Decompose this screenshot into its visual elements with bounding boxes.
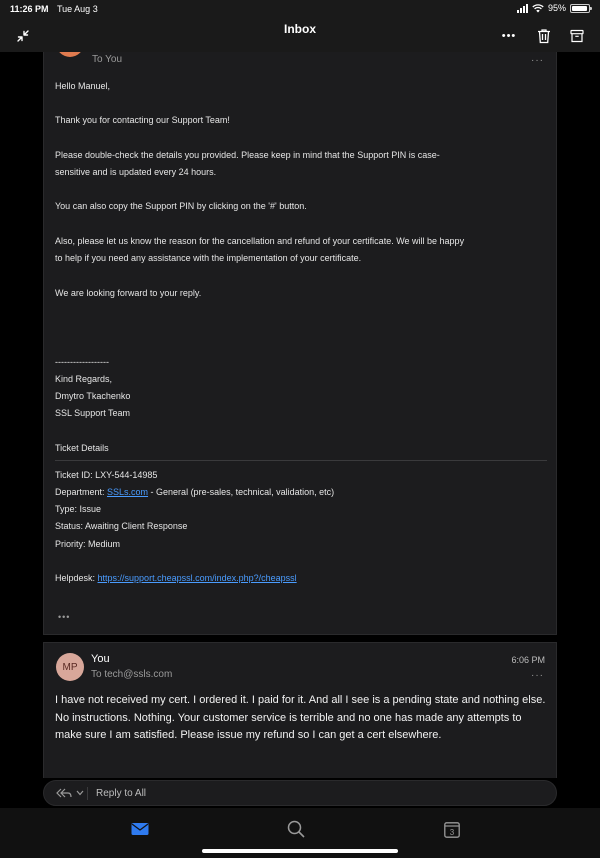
cellular-signal-icon	[517, 4, 528, 13]
ticket-helpdesk	[55, 570, 550, 587]
body-paragraph: Please double-check the details you provided. Please keep in mind that the Support PIN is case-	[55, 150, 440, 160]
signature-divider: ------------------	[55, 357, 109, 367]
message-more-button[interactable]: ···	[531, 670, 544, 681]
sender-name: You	[91, 653, 110, 665]
recipient-line: To tech@ssls.com	[91, 669, 173, 680]
ticket-divider	[55, 460, 547, 461]
status-date: Tue Aug 3	[57, 4, 98, 14]
battery-percent: 95%	[547, 3, 566, 13]
wifi-icon	[532, 4, 544, 13]
greeting: Hello Manuel,	[55, 81, 111, 91]
status-bar	[0, 0, 600, 18]
helpdesk-label: Helpdesk:	[55, 573, 98, 583]
message-card-support	[43, 52, 557, 635]
ticket-status: Status: Awaiting Client Response	[55, 521, 188, 531]
calendar-day: 3	[449, 827, 455, 837]
ticket-type: Type: Issue	[55, 504, 102, 514]
ticket-heading: Ticket Details	[55, 443, 109, 453]
body-paragraph: to help if you need any assistance with the implementation of your certificate.	[55, 253, 362, 263]
body-paragraph: Thank you for contacting our Support Team!	[55, 115, 230, 125]
home-indicator	[202, 849, 398, 853]
mail-icon	[131, 822, 149, 836]
message-thread[interactable]	[0, 52, 600, 778]
ticket-id: Ticket ID: LXY-544-14985	[55, 470, 158, 480]
top-nav	[0, 18, 600, 52]
search-icon	[287, 820, 305, 838]
chevron-down-icon	[76, 790, 84, 796]
status-right	[517, 3, 590, 13]
department-link[interactable]: SSLs.com	[107, 487, 149, 497]
show-quoted-text-button[interactable]: •••	[58, 612, 71, 622]
ticket-priority: Priority: Medium	[55, 539, 121, 549]
department-rest: - General (pre-sales, technical, validation, etc)	[148, 487, 335, 497]
message-card-user	[43, 642, 557, 778]
signature-regards: Kind Regards,	[55, 374, 113, 384]
tab-mail[interactable]	[129, 818, 151, 840]
reply-all-label[interactable]: Reply to All	[96, 788, 147, 799]
avatar: MP	[56, 653, 84, 681]
trash-icon[interactable]	[534, 26, 554, 46]
tab-search[interactable]	[285, 818, 307, 840]
helpdesk-link[interactable]: https://support.cheapssl.com/index.php?/cheapssl	[97, 573, 297, 583]
body-paragraph: You can also copy the Support PIN by clicking on the '#' button.	[55, 201, 307, 211]
body-paragraph: sensitive and is updated every 24 hours.	[55, 167, 217, 177]
message-body: I have not received my cert. I ordered it. I paid for it. And all I see is a pending state and nothing else. No instructions. Nothing. Your customer service is terrible and no one has made any attempts to make sure I am satisfied. Please issue my refund so I can get a cert elsewhere.	[55, 694, 546, 741]
recipient-line: To You	[92, 54, 123, 65]
message-more-button[interactable]: ···	[531, 55, 544, 66]
tab-calendar[interactable]	[441, 818, 463, 840]
calendar-icon	[444, 821, 460, 838]
signature-name: Dmytro Tkachenko	[55, 391, 131, 401]
reply-options-button[interactable]	[56, 787, 84, 799]
signature-team: SSL Support Team	[55, 408, 131, 418]
ticket-department	[55, 484, 550, 501]
page-title: Inbox	[284, 22, 316, 36]
body-paragraph: We are looking forward to your reply.	[55, 288, 202, 298]
reply-separator	[87, 787, 88, 800]
battery-icon	[570, 4, 590, 13]
message-time: 6:06 PM	[511, 655, 545, 665]
archive-icon[interactable]	[567, 26, 587, 46]
department-label: Department:	[55, 487, 108, 497]
reply-bar[interactable]	[43, 780, 557, 806]
reply-all-icon	[56, 787, 72, 799]
status-time: 11:26 PM	[10, 4, 49, 14]
more-options-button[interactable]: •••	[501, 30, 517, 42]
avatar	[56, 52, 84, 57]
body-paragraph: Also, please let us know the reason for the cancellation and refund of your certificate. We will be happy	[55, 236, 465, 246]
